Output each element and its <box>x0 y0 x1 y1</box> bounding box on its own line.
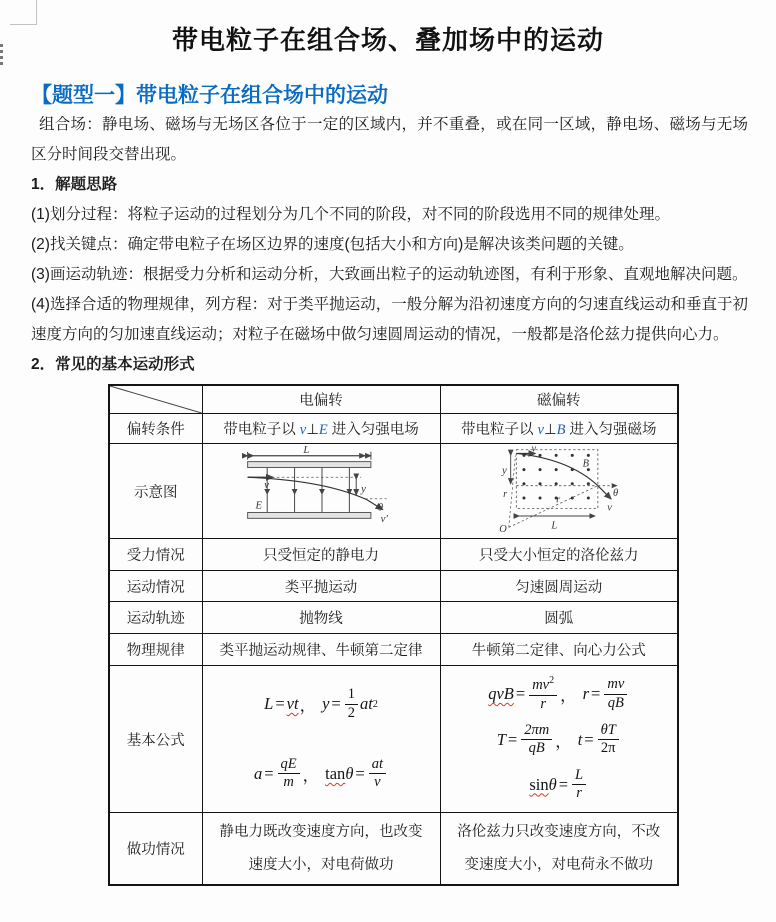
deflect-electric-cell: 带电粒子以 v⊥E 进入匀强电场 <box>202 414 440 444</box>
magnetic-diagram-svg <box>454 444 664 534</box>
page-title: 带电粒子在组合场、叠加场中的运动 <box>171 25 604 55</box>
row-work <box>109 813 678 886</box>
row-diagram <box>109 444 678 539</box>
row-law <box>109 634 678 666</box>
var-B: B <box>556 422 566 438</box>
force-magnetic-cell: 只受大小恒定的洛伦兹力 <box>440 539 678 571</box>
perpendicular-symbol: ⊥ <box>543 422 557 438</box>
motion-electric-cell: 类平抛运动 <box>202 571 440 602</box>
var-v: v <box>299 422 307 438</box>
electric-deflection-diagram <box>202 444 440 539</box>
step-1: (1)划分过程：将粒子运动的过程划分为几个不同的阶段，对不同的阶段选用不同的规律处理。 <box>31 206 670 223</box>
work-magnetic-cell: 洛伦兹力只改变速度方向，不改 变速度大小，对电荷永不做功 <box>440 813 678 886</box>
row-label: 基本公式 <box>109 666 202 813</box>
row-label: 运动轨迹 <box>109 602 202 634</box>
row-label: 运动情况 <box>109 571 202 602</box>
path-electric-cell: 抛物线 <box>202 602 440 634</box>
label-O: O <box>499 524 507 534</box>
column-header-electric: 电偏转 <box>202 385 440 414</box>
formula-magnetic-line1: qvB = $\frac{mv^2}{r}$ ， r = $\frac{mv}{qB}$ <box>488 675 629 713</box>
section-heading: 【题型一】带电粒子在组合场中的运动 <box>31 84 388 107</box>
label-y: y <box>361 482 366 495</box>
label-y: y <box>501 465 507 477</box>
subtitle-1: 1．解题思路 <box>31 176 118 193</box>
label-E: E <box>255 499 263 512</box>
label-r-left: r <box>502 489 507 501</box>
motion-magnetic-cell: 匀速圆周运动 <box>440 571 678 602</box>
deflect-magnetic-cell: 带电粒子以 v⊥B 进入匀强磁场 <box>440 414 678 444</box>
work-electric-cell: 静电力既改变速度方向，也改变 速度大小，对电荷做功 <box>202 813 440 886</box>
body-text <box>31 110 748 380</box>
formula-magnetic-cell <box>440 666 678 813</box>
step-4: (4)选择合适的物理规律，列方程：对于类平抛运动，一般分解为沿初速度方向的匀速直线运动和垂直于初速度方向的匀加速直线运动；对粒子在磁场中做匀速圆周运动的情况，一般都是洛伦兹力提供向心力。 <box>31 296 748 343</box>
law-magnetic-cell: 牛顿第二定律、向心力公式 <box>440 634 678 666</box>
label-v-in: v <box>531 444 536 455</box>
row-label: 做功情况 <box>109 813 202 886</box>
row-formula <box>109 666 678 813</box>
row-label: 受力情况 <box>109 539 202 571</box>
label-v: v <box>264 479 270 492</box>
row-label: 示意图 <box>109 444 202 539</box>
formula-electric-line2: a = $\frac{qE}{m}$ ， tan θ = $\frac{at}{v}$ <box>254 756 388 792</box>
label-theta: θ <box>377 501 384 514</box>
label-theta: θ <box>612 488 618 500</box>
formula-electric-cell <box>202 666 440 813</box>
intro-paragraph: 组合场：静电场、磁场与无场区各位于一定的区域内，并不重叠，或在同一区域，静电场、磁场与无场区分时间段交替出现。 <box>31 116 748 163</box>
row-label: 偏转条件 <box>109 414 202 444</box>
magnetic-deflection-diagram <box>440 444 678 539</box>
step-2: (2)找关键点：确定带电粒子在场区边界的速度(包括大小和方向)是解决该类问题的关键。 <box>31 236 634 253</box>
formula-magnetic-line2: T = $\frac{2\pi m}{qB}$ ， t = $\frac{\theta T}{2\pi}$ <box>497 722 621 758</box>
label-B: B <box>582 458 589 470</box>
formula-magnetic-line3: sin θ = $\frac{L}{r}$ <box>529 767 588 803</box>
row-motion <box>109 571 678 602</box>
row-label: 物理规律 <box>109 634 202 666</box>
diagonal-line <box>110 386 202 413</box>
label-L: L <box>303 444 310 456</box>
label-r-diag: r <box>555 494 560 506</box>
subtitle-2: 2．常见的基本运动形式 <box>31 356 195 373</box>
row-path <box>109 602 678 634</box>
row-force <box>109 539 678 571</box>
formula-electric-line1: L = vt ， y = $\frac{1}{2}$ at 2 <box>264 686 378 721</box>
perpendicular-symbol: ⊥ <box>306 422 319 438</box>
label-v-out: v <box>607 502 612 514</box>
left-edge-mark <box>0 62 3 65</box>
row-deflect-condition <box>109 414 678 444</box>
label-v-prime: v′ <box>380 513 388 526</box>
diagonal-header-cell <box>109 385 202 414</box>
comparison-table <box>108 384 679 886</box>
path-magnetic-cell: 圆弧 <box>440 602 678 634</box>
var-E: E <box>318 422 328 438</box>
law-electric-cell: 类平抛运动规律、牛顿第二定律 <box>202 634 440 666</box>
electric-diagram-svg <box>216 444 426 534</box>
column-header-magnetic: 磁偏转 <box>440 385 678 414</box>
table-header-row <box>109 385 678 414</box>
label-L: L <box>551 520 557 532</box>
force-electric-cell: 只受恒定的静电力 <box>202 539 440 571</box>
var-v: v <box>537 422 544 438</box>
step-3: (3)画运动轨迹：根据受力分析和运动分析，大致画出粒子的运动轨迹图，有利于形象、直观地解决问题。 <box>31 266 748 283</box>
